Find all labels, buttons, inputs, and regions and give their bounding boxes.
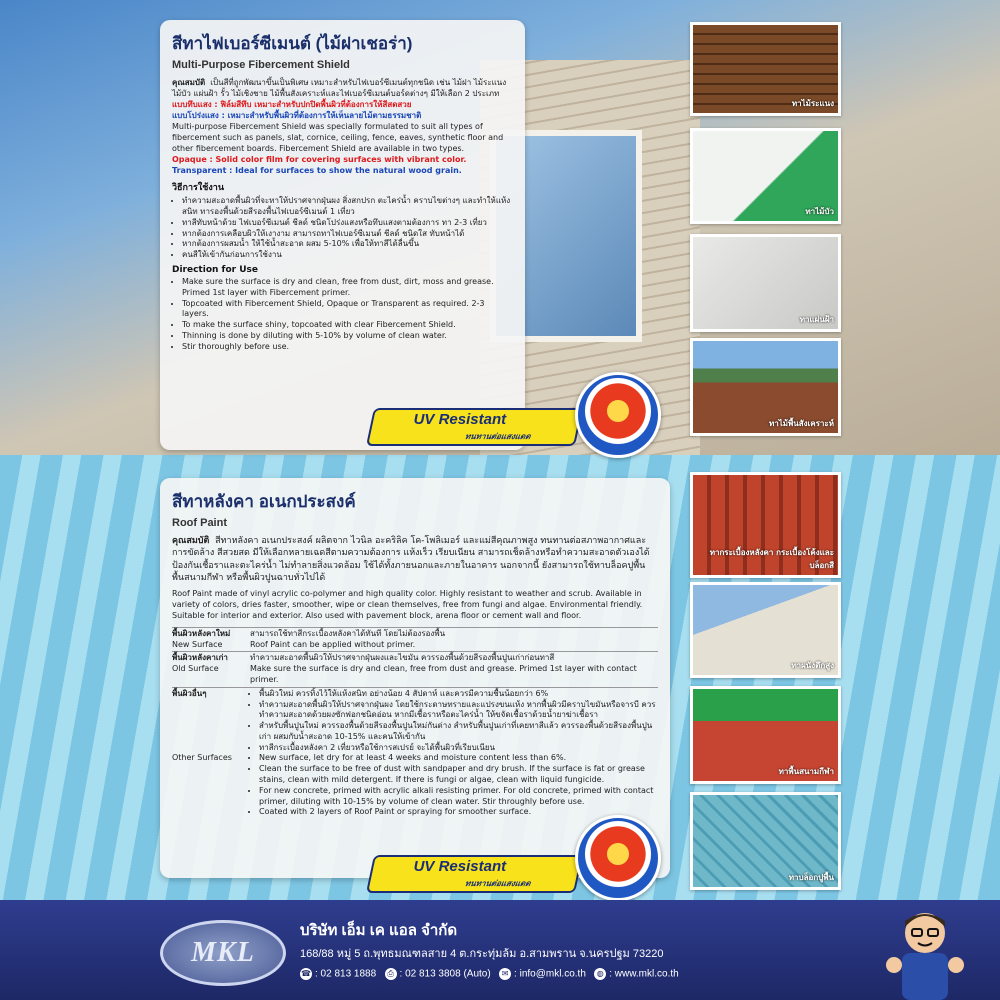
phone-icon: ☎	[301, 969, 311, 978]
list-item: • ทาสีกระเบื้องหลังคา 2 เที่ยวหรือใช้การสเปรย์ จะได้พื้นผิวที่เรียบเนียน	[259, 743, 658, 754]
thumb-synthetic-deck	[690, 338, 841, 436]
section1-howto-list-th	[172, 196, 513, 261]
section1-desc-en: Multi-purpose Fibercement Shield was specially formulated to suit all types of fibercement such as panels, slat, cornice, ceiling, fence, eaves, synthetic floor and other fibercement boards. Fibercement Shield are available in two types.	[172, 122, 504, 154]
thumb-label: ทาแผ่นฝ้า	[799, 315, 834, 324]
list-item: • พื้นผิวใหม่ ควรทิ้งไว้ให้แห้งสนิท อย่างน้อย 4 สัปดาห์ และควรมีความชื้นน้อยกว่า 6%	[259, 689, 658, 700]
section1-title-th: สีทาไฟเบอร์ซีเมนต์ (ไม้ฝาเชอร่า)	[172, 34, 413, 53]
table-row: พื้นผิวอื่นๆ Other Surfaces • พื้นผิวใหม่ ควรทิ้งไว้ให้แห้งสนิท อย่างน้อย 4 สัปดาห์ และควรมีความชื้นน้อยกว่า 6% • ทำความสะอาดพื้นผิวให้ปราศจากฝุ่นผง โดยใช้กระดาษทรายและแปรงขนแห้ง หากพื้นผิวมีคราบไขมันหรือจารบี ควรทำความสะอาดด้วยผงซักฟอกชนิดอ่อน หากมีเชื้อราหรือตะไคร่น้ำ ให้ขจัดเชื้อราด้วยน้ำยาฆ่าเชื้อรา • สำหรับพื้นปูนใหม่ ควรรองพื้นด้วยสีรองพื้นปูนใหม่กันด่าง สำหรับพื้นปูนเก่าที่เคยทาสีแล้ว ควรรองพื้นด้วยสีรองพื้นปูนเก่า ผสมกับน้ำสะอาด 10-15% และคนให้เข้ากัน • ทาสีกระเบื้องหลังคา 2 เที่ยวหรือใช้การสเปรย์ จะได้พื้นผิวที่เรียบเนียน • New surface, let dry for at least 4 weeks and moisture content less than 6%. • Clean the surface to be free of dust with sandpaper and dry brush. If the surface is fat or grease stains, clean with mild detergent. If there is fungi or algae, clean with liquid fungicide. • For new concrete, primed with acrylic alkali resisting primer. For old concrete, primed with contact primer, diluting with 10-15% by volume of clean water. Stir throughly before use. • Coated with 2 layers of Roof Paint or spraying for smoother surface.	[172, 687, 658, 819]
uv-sub: ทนทานต่อแสงแดด	[464, 432, 532, 441]
thumb-sports-court	[690, 686, 841, 784]
thumb-label: ทาพื้นสนามกีฬา	[778, 767, 834, 776]
thumb-label: ทาบล็อกปูพื้น	[788, 873, 834, 882]
mkl-logo	[160, 920, 286, 986]
section1-opaque-th: แบบทึบแสง : ฟิล์มสีทึบ เหมาะสำหรับปกปิดพื้นผิวที่ต้องการให้สีสดสวย	[172, 100, 412, 110]
thumb-label: ทาไม้บัว	[805, 207, 834, 216]
fax-number: : 02 813 3808 (Auto)	[399, 968, 491, 980]
uv-sub: ทนทานต่อแสงแดด	[464, 879, 532, 888]
list-item: • คนสีให้เข้ากันก่อนการใช้งาน	[182, 250, 513, 261]
list-item: • ทำความสะอาดพื้นผิวให้ปราศจากฝุ่นผง โดยใช้กระดาษทรายและแปรงขนแห้ง หากพื้นผิวมีคราบไขมันหรือจารบี ควรทำความสะอาดด้วยผงซักฟอกชนิดอ่อน หากมีเชื้อราหรือตะไคร่น้ำ ให้ขจัดเชื้อราด้วยน้ำยาฆ่าเชื้อรา	[259, 700, 658, 722]
uv-sun-logo-icon	[575, 815, 661, 901]
section2-title-en: Roof Paint	[172, 517, 227, 529]
table-row: พื้นผิวหลังคาเก่า Old Surface ทำความสะอาดพื้นผิวให้ปราศจากฝุ่นผงและไขมัน ควรรองพื้นด้วยสีรองพื้นปูนเก่าก่อนทาสี Make sure the surface is dry and clean, free from dust and grease. Primed 1st layer with contact primer.	[172, 652, 658, 687]
list-item: • ทำความสะอาดพื้นผิวที่จะทาให้ปราศจากฝุ่นผง สิ่งสกปรก ตะไคร่น้ำ คราบไขต่างๆ และทำให้แห้งสนิท ทารองพื้นด้วยสีรองพื้นไฟเบอร์ซีเมนต์ 1 เที่ยว	[182, 196, 513, 218]
section1-title-en: Multi-Purpose Fibercement Shield	[172, 59, 350, 71]
list-item: • Stir thoroughly before use.	[182, 342, 513, 353]
uv-resistant-badge	[366, 855, 583, 893]
list-item: • For new concrete, primed with acrylic alkali resisting primer. For old concrete, primed with contact primer, diluting with 10-15% by volume of clean water. Stir throughly before use.	[259, 786, 658, 808]
fax-icon: ⎙	[385, 968, 397, 980]
website-link[interactable]: : www.mkl.co.th	[609, 968, 679, 980]
fibercement-panel	[160, 20, 525, 450]
list-item: • Topcoated with Fibercement Shield, Opaque or Transparent as required. 2-3 layers.	[182, 299, 513, 321]
list-item: • หากต้องการผสมน้ำ ให้ใช้น้ำสะอาด ผสม 5-10% เพื่อให้ทาสีได้ลื่นขึ้น	[182, 239, 513, 250]
uv-label: UV Resistant	[413, 858, 507, 875]
thumb-ceiling	[690, 234, 841, 332]
uv-sun-logo-icon	[575, 372, 661, 458]
thumb-roof-tiles	[690, 472, 841, 578]
thumb-label: ทาไม้ระแนง	[791, 99, 834, 108]
section1-howto-th: วิธีการใช้งาน	[172, 183, 224, 194]
thumb-wood-slat	[690, 22, 841, 116]
section1-transparent-en: Transparent : Ideal for surfaces to show the natural wood grain.	[172, 166, 462, 176]
other-surfaces-list	[250, 689, 658, 819]
section2-desc-en: Roof Paint made of vinyl acrylic co-polymer and high quality color. Highly resistant to weather and scrub. Available in variety of colors, dries faster, smoother, wipe or clean themselves, free from fungi and algae. Environmental friendly. Suitable for interior and exterior. Also used with pavement block, arena floor or cement wall and floor.	[172, 588, 643, 620]
section1-opaque-en: Opaque : Solid color film for covering surfaces with vibrant color.	[172, 155, 467, 165]
list-item: • สำหรับพื้นปูนใหม่ ควรรองพื้นด้วยสีรองพื้นปูนใหม่กันด่าง สำหรับพื้นปูนเก่าที่เคยทาสีแล้ว ควรรองพื้นด้วยสีรองพื้นปูนเก่า ผสมกับน้ำสะอาด 10-15% และคนให้เข้ากัน	[259, 721, 658, 743]
email-address[interactable]: : info@mkl.co.th	[514, 968, 586, 980]
list-item: • New surface, let dry for at least 4 weeks and moisture content less than 6%.	[259, 753, 658, 764]
list-item: • Coated with 2 layers of Roof Paint or spraying for smoother surface.	[259, 807, 658, 818]
thumb-label: ทาผนังตึกสูง	[791, 661, 834, 670]
list-item: • Thinning is done by diluting with 5-10% by volume of clean water.	[182, 331, 513, 342]
section1-howto-en: Direction for Use	[172, 265, 258, 276]
uv-resistant-badge	[366, 408, 583, 446]
list-item: • ทาสีทับหน้าด้วย ไฟเบอร์ซีเมนต์ ชีลด์ ชนิดโปร่งแสงหรือทึบแสงตามต้องการ ทา 2-3 เที่ยว	[182, 218, 513, 229]
logo-text: MKL	[191, 937, 255, 968]
list-item: • To make the surface shiny, topcoated with clear Fibercement Shield.	[182, 320, 513, 331]
mascot-icon	[880, 905, 970, 1000]
thumb-label: ทากระเบื้องหลังคา กระเบื้องโค้งและบล็อกสี	[709, 548, 834, 570]
roof-paint-panel	[160, 478, 670, 878]
email-icon: ✉	[499, 968, 511, 980]
list-item: • หากต้องการเคลือบผิวให้เงางาม สามารถทาไฟเบอร์ซีเมนต์ ชีลด์ ชนิดใส ทับหน้าได้	[182, 229, 513, 240]
thumb-label: ทาไม้พื้นสังเคราะห์	[768, 419, 834, 428]
thumb-paving-block	[690, 792, 841, 890]
phone-number: : 02 813 1888	[315, 968, 377, 980]
surface-table	[172, 627, 658, 820]
section2-title-th: สีทาหลังคา อเนกประสงค์	[172, 492, 356, 511]
thumb-cornice	[690, 128, 841, 224]
section1-properties: คุณสมบัติ เป็นสีที่ถูกพัฒนาขึ้นเป็นพิเศษ เหมาะสำหรับไฟเบอร์ซีเมนต์ทุกชนิด เช่น ไม้ฝา ไม้ระแนง ไม้บัว แผ่นฝ้า รั้ว ไม้เชิงชาย ไม้พื้นสังเคราะห์และไฟเบอร์ซีเมนต์บอร์ดต่างๆ มีให้เลือก 2 ประเภท	[172, 78, 507, 99]
list-item: • Make sure the surface is dry and clean, free from dust, dirt, moss and grease. Primed 1st layer with Fibercement primer.	[182, 277, 513, 299]
company-name: บริษัท เอ็ม เค แอล จำกัด	[300, 922, 458, 939]
contact-row	[300, 968, 679, 980]
globe-icon: ◍	[594, 968, 606, 980]
thumb-high-wall	[690, 582, 841, 678]
uv-label: UV Resistant	[413, 411, 507, 428]
section1-howto-list-en	[172, 277, 513, 353]
section2-properties: คุณสมบัติ สีทาหลังคา อเนกประสงค์ ผลิตจาก ไวนิล อะคริลิค โค-โพลิเมอร์ และแม่สีคุณภาพสูง ทนทานต่อสภาพอากาศและการขัดล้าง สีสวยสด มีให้เลือกหลายเฉดสีตามความต้องการ แห้งเร็ว เรียบเนียน สามารถเช็ดล้างหรือทำความสะอาดตัวเองได้ ป้องกันเชื้อราและตะไคร่น้ำ ไม่ทำลายสิ่งแวดล้อม ใช้ได้ทั้งภายนอกและภายในอาคาร นอกจากนี้ ยังสามารถใช้ทาบล็อคปูพื้น พื้นสนามกีฬา หรือพื้นผิวปูนฉาบทั่วไปได้	[172, 536, 650, 584]
section1-transparent-th: แบบโปร่งแสง : เหมาะสำหรับพื้นผิวที่ต้องการให้เห็นลายไม้ตามธรรมชาติ	[172, 111, 422, 121]
table-row: พื้นผิวหลังคาใหม่ New Surface สามารถใช้ทาสีกระเบื้องหลังคาได้ทันที โดยไม่ต้องรองพื้น Roof Paint can be applied without primer.	[172, 627, 658, 652]
company-address: 168/88 หมู่ 5 ถ.พุทธมณฑลสาย 4 ต.กระทุ่มล้ม อ.สามพราน จ.นครปฐม 73220	[300, 948, 664, 960]
list-item: • Clean the surface to be free of dust with sandpaper and dry brush. If the surface is fat or grease stains, clean with mild detergent. If there is fungi or algae, clean with liquid fungicide.	[259, 764, 658, 786]
